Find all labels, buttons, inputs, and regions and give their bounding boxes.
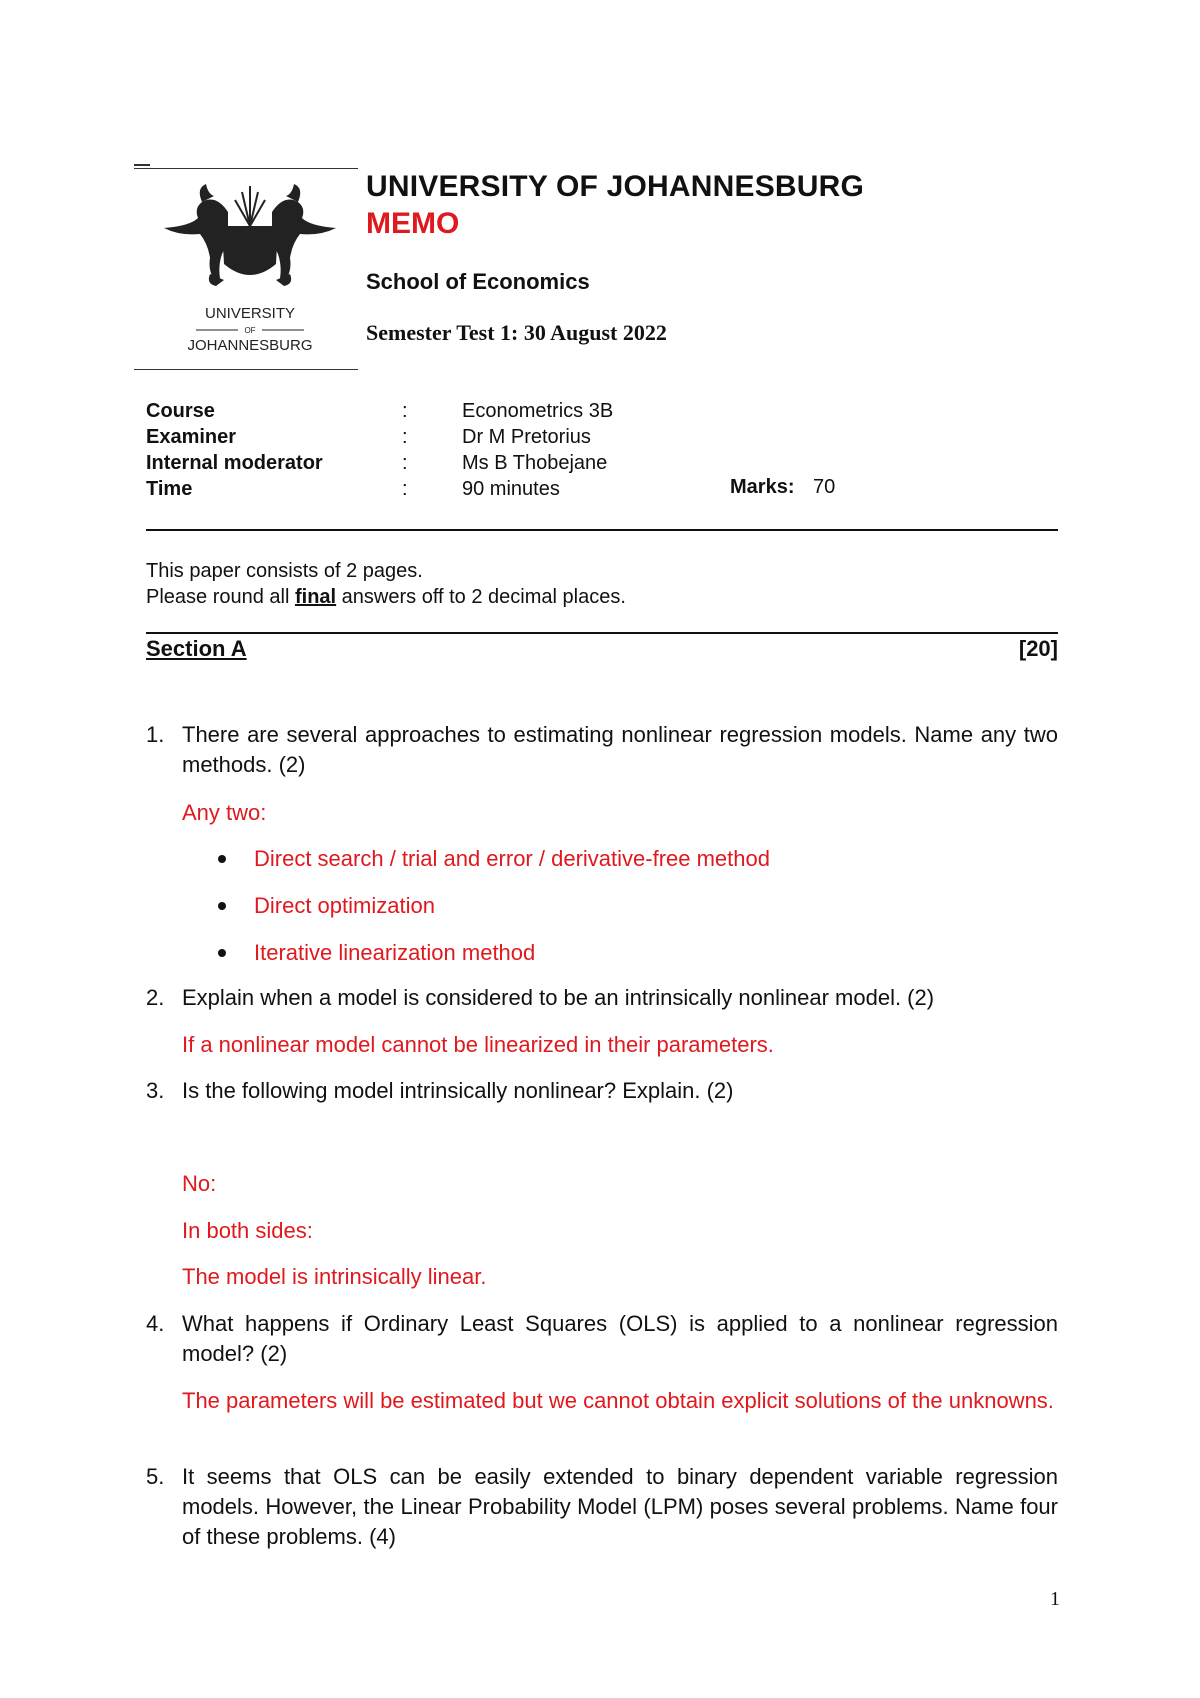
answer-q1-bullet [218,891,435,921]
logo-text-johannesburg: JOHANNESBURG [187,337,313,354]
pages-note: This paper consists of 2 pages. [146,560,423,582]
school-name: School of Economics [366,269,590,294]
logo-tick-mark [134,164,150,166]
divider [146,632,1058,634]
info-value: Dr M Pretorius [462,426,591,448]
question-1 [146,720,1058,780]
divider [146,529,1058,531]
info-value: Ms B Thobejane [462,452,608,474]
question-number: 3. [146,1078,165,1103]
question-number: 4. [146,1311,165,1336]
logo-text-of: OF [244,326,256,335]
bullet-dot [218,902,226,910]
info-colon: : [402,426,408,448]
info-label: Time [146,478,193,500]
university-title: UNIVERSITY OF JOHANNESBURG [366,170,865,203]
info-label: Internal moderator [146,452,323,474]
question-text: Is the following model intrinsically nonlinear? Explain. (2) [182,1078,734,1103]
rounding-note-post: answers off to 2 decimal places. [336,586,626,608]
answer-q1-intro: Any two: [182,800,267,825]
question-number: 1. [146,722,165,747]
answer-q3-no: No: [182,1171,217,1196]
university-crest-icon [150,174,350,364]
question-3 [146,1076,1058,1106]
rounding-note [146,584,626,610]
answer-q2: If a nonlinear model cannot be linearized in their parameters. [182,1032,774,1057]
rounding-note-pre: Please round all [146,586,295,608]
question-5 [146,1462,1058,1552]
question-text: Explain when a model is considered to be an intrinsically nonlinear model. (2) [182,985,935,1010]
answer-q4: The parameters will be estimated but we cannot obtain explicit solutions of the unknowns. [182,1388,1054,1413]
question-2 [146,983,1058,1013]
info-colon: : [402,400,408,422]
info-colon: : [402,452,408,474]
section-title: Section A [146,636,247,661]
bullet-text: Direct search / trial and error / derivative-free method [254,846,770,871]
semester-test-date: Semester Test 1: 30 August 2022 [366,320,667,345]
answer-q1-bullet [218,938,535,968]
question-number: 5. [146,1464,165,1489]
answer-q3-linear: The model is intrinsically linear. [182,1264,487,1289]
section-marks: [20] [1018,636,1058,661]
logo-top-rule [134,168,358,169]
answer-q3-both-sides: In both sides: [182,1218,313,1243]
logo-bottom-rule [134,369,358,370]
rounding-note-emphasis: final [294,586,337,608]
bullet-text: Iterative linearization method [254,940,536,965]
info-value: 90 minutes [462,478,560,500]
page-number: 1 [1050,1588,1060,1610]
marks-label: Marks: [730,476,795,498]
info-value: Econometrics 3B [462,400,614,422]
question-text: There are several approaches to estimating nonlinear regression models. Name any two methods. (2) [182,722,1058,777]
bullet-text: Direct optimization [254,893,435,918]
university-logo [150,174,350,364]
answer-q1-bullet [218,844,770,874]
question-text: It seems that OLS can be easily extended to binary dependent variable regression models. However, the Linear Probability Model (LPM) poses several problems. Name four of these problems. (4) [182,1464,1058,1549]
question-number: 2. [146,985,165,1010]
logo-text-university: UNIVERSITY [204,305,296,322]
memo-label: MEMO [366,207,460,240]
info-label: Course [146,400,215,422]
marks-value: 70 [813,476,836,498]
info-colon: : [402,478,408,500]
question-text: What happens if Ordinary Least Squares (OLS) is applied to a nonlinear regression model? (2) [182,1311,1058,1366]
bullet-dot [218,949,226,957]
info-label: Examiner [146,426,237,448]
bullet-dot [218,855,226,863]
question-4 [146,1309,1058,1369]
